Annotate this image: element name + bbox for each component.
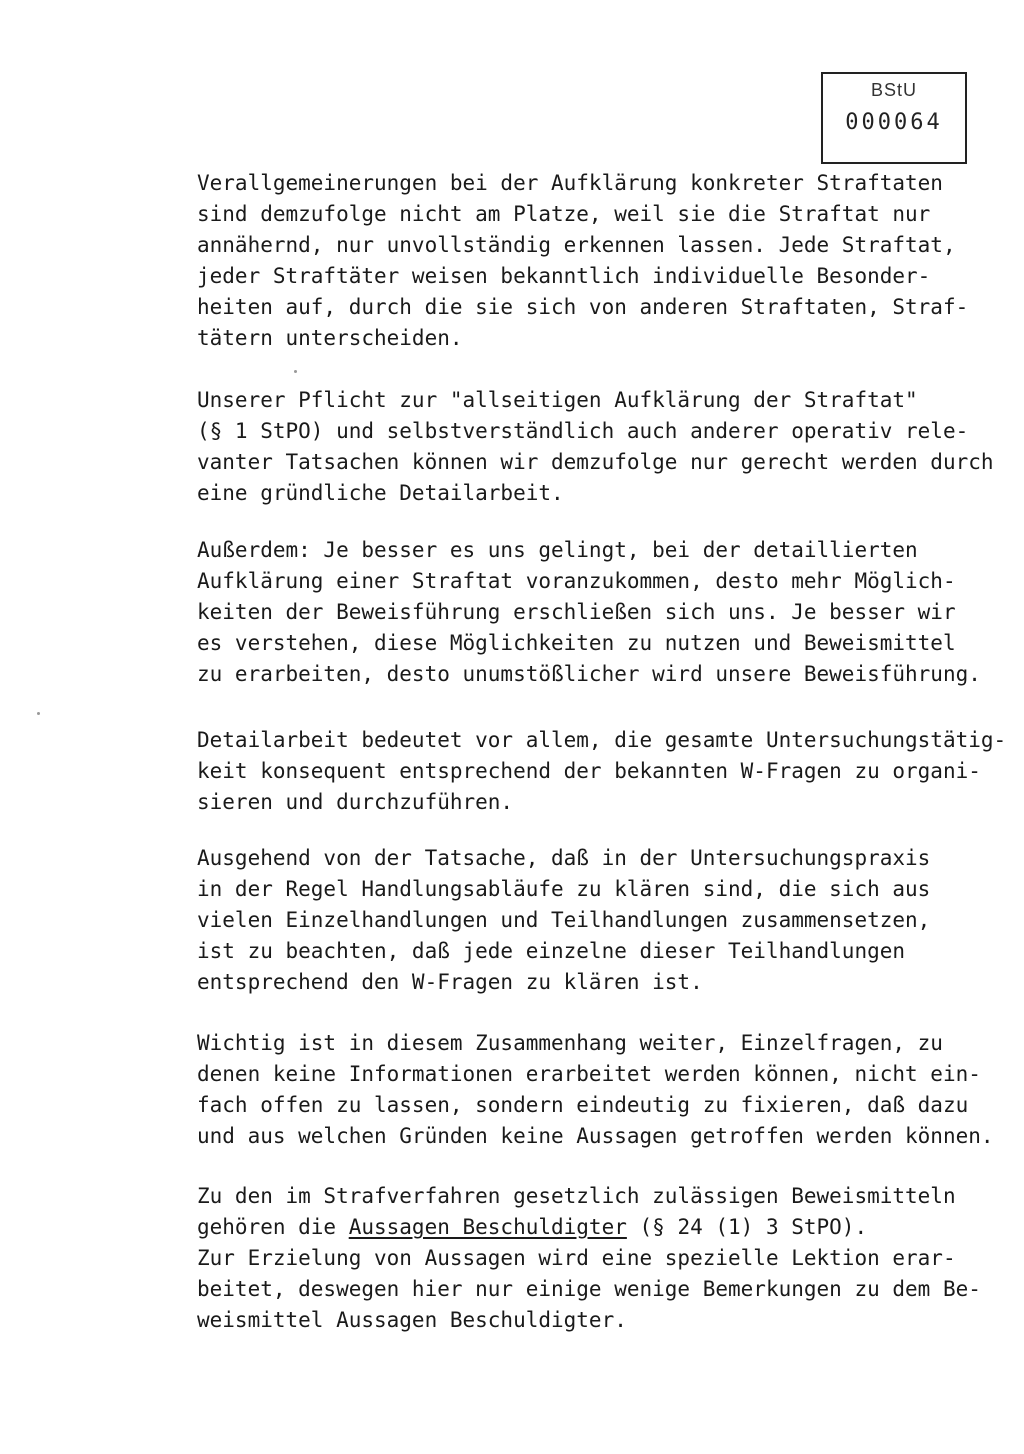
text-line: eine gründliche Detailarbeit. <box>197 481 564 505</box>
text-line: (§ 1 StPO) und selbstverständlich auch anderer operativ rele- <box>197 419 969 443</box>
text-line: und aus welchen Gründen keine Aussagen getroffen werden können. <box>197 1124 994 1148</box>
text-line: zu erarbeiten, desto unumstößlicher wird unsere Beweisführung. <box>197 662 981 686</box>
paragraph-1 <box>197 168 968 354</box>
paragraph-4 <box>197 725 1006 818</box>
text-line: tätern unterscheiden. <box>197 326 463 350</box>
text-line: denen keine Informationen erarbeitet werden können, nicht ein- <box>197 1062 981 1086</box>
text-line: Zur Erzielung von Aussagen wird eine spezielle Lektion erar- <box>197 1246 956 1270</box>
text-line: vielen Einzelhandlungen und Teilhandlungen zusammensetzen, <box>197 908 931 932</box>
text-line: keit konsequent entsprechend der bekannten W-Fragen zu organi- <box>197 759 981 783</box>
text-line: Aufklärung einer Straftat voranzukommen, desto mehr Möglich- <box>197 569 956 593</box>
text-line: Detailarbeit bedeutet vor allem, die gesamte Untersuchungstätig- <box>197 728 1007 752</box>
stamp-page-number: 000064 <box>845 110 943 135</box>
text-line: Verallgemeinerungen bei der Aufklärung konkreter Straftaten <box>197 171 943 195</box>
text-line: Zu den im Strafverfahren gesetzlich zulässigen Beweismitteln <box>197 1184 956 1208</box>
underlined-term: Aussagen Beschuldigter <box>348 1215 627 1239</box>
text-line: Außerdem: Je besser es uns gelingt, bei der detaillierten <box>197 538 918 562</box>
text-line: Wichtig ist in diesem Zusammenhang weiter, Einzelfragen, zu <box>197 1031 943 1055</box>
text-line: keiten der Beweisführung erschließen sich uns. Je besser wir <box>197 600 956 624</box>
text-line: fach offen zu lassen, sondern eindeutig zu fixieren, daß dazu <box>197 1093 969 1117</box>
text-segment: (§ 24 (1) 3 StPO). <box>626 1215 868 1239</box>
text-line: Ausgehend von der Tatsache, daß in der Untersuchungspraxis <box>197 846 931 870</box>
text-line: entsprechend den W-Fragen zu klären ist. <box>197 970 703 994</box>
stamp-agency-name: BStU <box>870 80 917 100</box>
text-line: heiten auf, durch die sie sich von anderen Straftaten, Straf- <box>197 295 969 319</box>
text-segment: gehören die <box>197 1215 349 1239</box>
text-line: weismittel Aussagen Beschuldigter. <box>197 1308 627 1332</box>
paragraph-7 <box>197 1181 981 1336</box>
paragraph-2 <box>197 385 994 509</box>
text-line: Unserer Pflicht zur "allseitigen Aufklärung der Straftat" <box>197 388 918 412</box>
scan-speck <box>294 370 297 373</box>
archive-stamp <box>821 72 967 164</box>
text-line: sind demzufolge nicht am Platze, weil sie die Straftat nur <box>197 202 931 226</box>
scan-speck <box>37 712 40 715</box>
text-line: in der Regel Handlungsabläufe zu klären sind, die sich aus <box>197 877 931 901</box>
paragraph-3 <box>197 535 981 690</box>
text-line: vanter Tatsachen können wir demzufolge nur gerecht werden durch <box>197 450 994 474</box>
text-line: annähernd, nur unvollständig erkennen lassen. Jede Straftat, <box>197 233 956 257</box>
paragraph-6 <box>197 1028 994 1152</box>
text-line: beitet, deswegen hier nur einige wenige Bemerkungen zu dem Be- <box>197 1277 981 1301</box>
paragraph-5 <box>197 843 930 998</box>
text-line: ist zu beachten, daß jede einzelne dieser Teilhandlungen <box>197 939 906 963</box>
text-line: es verstehen, diese Möglichkeiten zu nutzen und Beweismittel <box>197 631 956 655</box>
text-line: jeder Straftäter weisen bekanntlich individuelle Besonder- <box>197 264 931 288</box>
text-line: sieren und durchzuführen. <box>197 790 514 814</box>
text-line-with-underline <box>197 1212 981 1243</box>
